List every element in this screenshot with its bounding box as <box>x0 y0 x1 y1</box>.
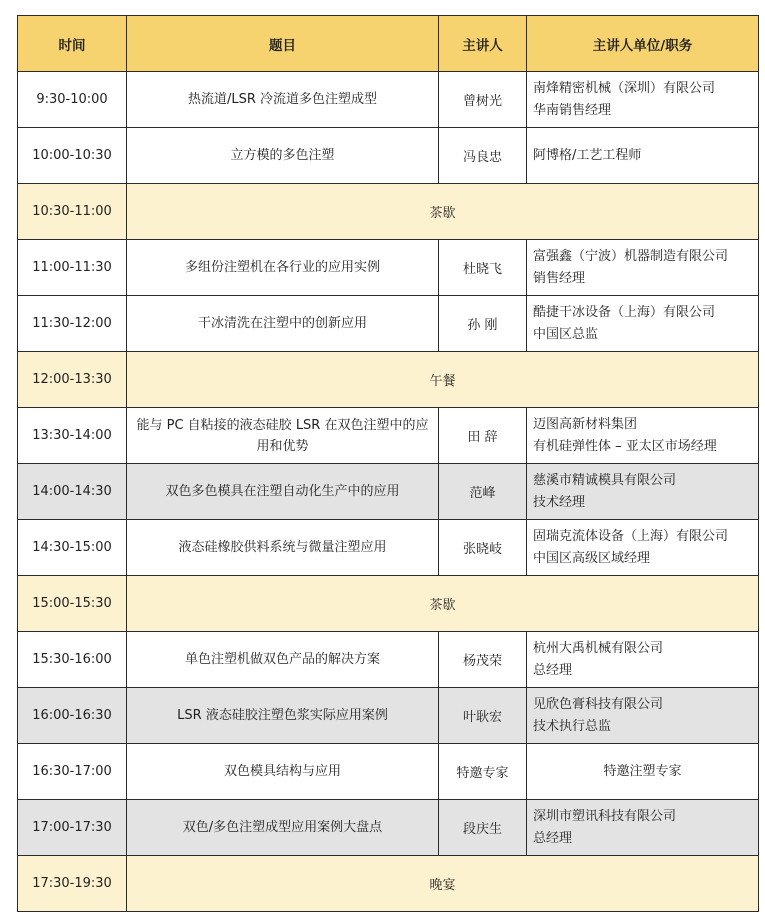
session-row <box>18 128 759 184</box>
break-label: 茶歇 <box>127 184 759 240</box>
org-cell <box>527 520 759 576</box>
time-cell: 14:00-14:30 <box>18 464 127 520</box>
org-line: 深圳市塑讯科技有限公司 <box>533 808 677 824</box>
speaker-cell: 曾树光 <box>439 72 527 128</box>
session-row <box>18 464 759 520</box>
session-row <box>18 520 759 576</box>
header-topic: 题目 <box>127 16 439 72</box>
org-cell <box>527 800 759 856</box>
break-row <box>18 352 759 408</box>
time-cell: 9:30-10:00 <box>18 72 127 128</box>
header-speaker: 主讲人 <box>439 16 527 72</box>
org-line: 迈图高新材料集团 <box>533 416 638 432</box>
speaker-cell: 段庆生 <box>439 800 527 856</box>
org-line: 华南销售经理 <box>533 102 612 118</box>
session-row <box>18 408 759 464</box>
org-line: 中国区高级区域经理 <box>533 550 651 566</box>
topic-cell: 液态硅橡胶供料系统与微量注塑应用 <box>127 520 439 576</box>
org-cell <box>527 240 759 296</box>
org-line: 阿博格/工艺工程师 <box>533 147 642 163</box>
header-org: 主讲人单位/职务 <box>527 16 759 72</box>
break-label: 晚宴 <box>127 856 759 912</box>
org-cell <box>527 464 759 520</box>
speaker-cell: 特邀专家 <box>439 744 527 800</box>
session-row <box>18 240 759 296</box>
org-line: 销售经理 <box>533 270 586 286</box>
speaker-cell: 张晓岐 <box>439 520 527 576</box>
topic-cell: LSR 液态硅胶注塑色浆实际应用案例 <box>127 688 439 744</box>
time-cell: 10:30-11:00 <box>18 184 127 240</box>
break-row <box>18 184 759 240</box>
org-cell <box>527 72 759 128</box>
org-line: 特邀注塑专家 <box>603 763 682 779</box>
header-row <box>18 16 759 72</box>
header-time: 时间 <box>18 16 127 72</box>
topic-cell: 热流道/LSR 冷流道多色注塑成型 <box>127 72 439 128</box>
time-cell: 11:00-11:30 <box>18 240 127 296</box>
speaker-cell: 范峰 <box>439 464 527 520</box>
session-row <box>18 632 759 688</box>
org-line: 杭州大禹机械有限公司 <box>533 640 664 656</box>
org-line: 南烽精密机械（深圳）有限公司 <box>533 80 716 96</box>
session-row <box>18 800 759 856</box>
time-cell: 15:30-16:00 <box>18 632 127 688</box>
org-cell <box>527 688 759 744</box>
org-line: 慈溪市精诚模具有限公司 <box>533 472 677 488</box>
org-line: 酷捷干冰设备（上海）有限公司 <box>533 304 716 320</box>
break-label: 午餐 <box>127 352 759 408</box>
org-line: 中国区总监 <box>533 326 599 342</box>
topic-cell: 多组份注塑机在各行业的应用实例 <box>127 240 439 296</box>
topic-cell: 双色多色模具在注塑自动化生产中的应用 <box>127 464 439 520</box>
time-cell: 17:00-17:30 <box>18 800 127 856</box>
topic-cell: 双色模具结构与应用 <box>127 744 439 800</box>
session-row <box>18 72 759 128</box>
speaker-cell: 杨茂荣 <box>439 632 527 688</box>
time-cell: 10:00-10:30 <box>18 128 127 184</box>
session-row <box>18 688 759 744</box>
org-cell <box>527 408 759 464</box>
org-line: 技术执行总监 <box>533 718 612 734</box>
time-cell: 16:30-17:00 <box>18 744 127 800</box>
speaker-cell: 田 辞 <box>439 408 527 464</box>
org-line: 见欣色膏科技有限公司 <box>533 696 664 712</box>
time-cell: 12:00-13:30 <box>18 352 127 408</box>
org-line: 有机硅弹性体 – 亚太区市场经理 <box>533 438 717 454</box>
speaker-cell: 孙 刚 <box>439 296 527 352</box>
org-line: 总经理 <box>533 662 573 678</box>
speaker-cell: 叶耿宏 <box>439 688 527 744</box>
time-cell: 15:00-15:30 <box>18 576 127 632</box>
org-cell <box>527 296 759 352</box>
break-row <box>18 856 759 912</box>
time-cell: 14:30-15:00 <box>18 520 127 576</box>
org-cell <box>527 128 759 184</box>
org-cell <box>527 744 759 800</box>
topic-cell: 单色注塑机做双色产品的解决方案 <box>127 632 439 688</box>
org-line: 富强鑫（宁波）机器制造有限公司 <box>533 248 729 264</box>
org-line: 总经理 <box>533 830 573 846</box>
speaker-cell: 杜晓飞 <box>439 240 527 296</box>
time-cell: 13:30-14:00 <box>18 408 127 464</box>
session-row <box>18 296 759 352</box>
speaker-cell: 冯良忠 <box>439 128 527 184</box>
break-label: 茶歇 <box>127 576 759 632</box>
session-row <box>18 744 759 800</box>
topic-cell: 双色/多色注塑成型应用案例大盘点 <box>127 800 439 856</box>
topic-cell: 立方模的多色注塑 <box>127 128 439 184</box>
break-row <box>18 576 759 632</box>
time-cell: 11:30-12:00 <box>18 296 127 352</box>
org-cell <box>527 632 759 688</box>
topic-cell: 能与 PC 自粘接的液态硅胶 LSR 在双色注塑中的应用和优势 <box>127 408 439 464</box>
org-line: 技术经理 <box>533 494 586 510</box>
org-line: 固瑞克流体设备（上海）有限公司 <box>533 528 729 544</box>
time-cell: 16:00-16:30 <box>18 688 127 744</box>
topic-cell: 干冰清洗在注塑中的创新应用 <box>127 296 439 352</box>
agenda-table <box>17 15 759 912</box>
time-cell: 17:30-19:30 <box>18 856 127 912</box>
